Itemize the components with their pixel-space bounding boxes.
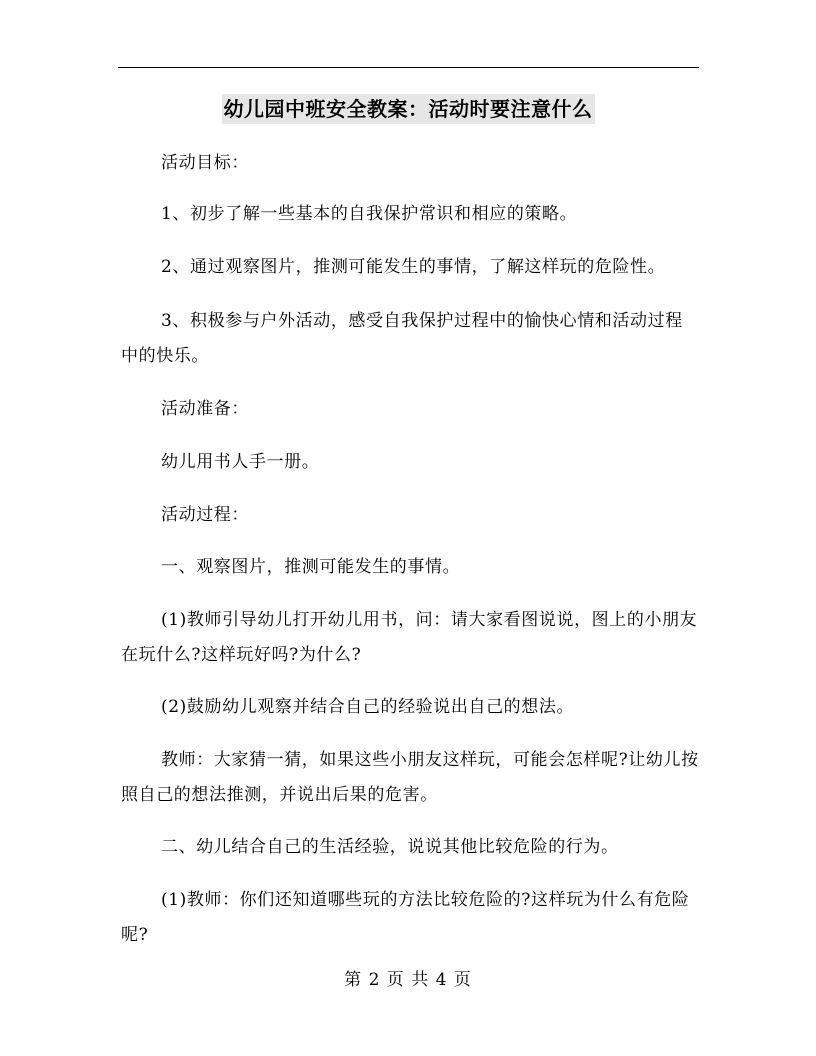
goal-item-1: 1、初步了解一些基本的自我保护常识和相应的策略。	[161, 204, 578, 224]
section-heading-preparation: 活动准备：	[161, 399, 249, 419]
preparation-text: 幼儿用书人手一册。	[161, 452, 320, 472]
page-footer: 第 2 页 共 4 页	[344, 970, 472, 990]
process-step-1-b: (2)鼓励幼儿观察并结合自己的经验说出自己的想法。	[161, 697, 575, 717]
teacher-prompt: 教师：大家猜一猜，如果这些小朋友这样玩，可能会怎样呢?让幼儿按照自己的想法推测，并说出后果的危害。	[121, 750, 699, 805]
title-container	[0, 94, 816, 124]
goal-item-3: 3、积极参与户外活动，感受自我保护过程中的愉快心情和活动过程中的快乐。	[121, 311, 683, 366]
document-title: 幼儿园中班安全教案：活动时要注意什么	[222, 94, 595, 124]
goal-item-2: 2、通过观察图片，推测可能发生的事情，了解这样玩的危险性。	[161, 257, 666, 277]
section-heading-process: 活动过程：	[161, 505, 249, 525]
process-step-2: 二、幼儿结合自己的生活经验，说说其他比较危险的行为。	[161, 837, 619, 857]
process-step-1: 一、观察图片，推测可能发生的事情。	[161, 557, 461, 577]
process-step-2-a: (1)教师：你们还知道哪些玩的方法比较危险的?这样玩为什么有危险呢?	[121, 890, 690, 945]
section-heading-goals: 活动目标：	[161, 153, 249, 173]
process-step-1-a: (1)教师引导幼儿打开幼儿用书，问：请大家看图说说，图上的小朋友在玩什么?这样玩好吗?为什么?	[121, 610, 698, 665]
header-rule	[118, 67, 699, 68]
